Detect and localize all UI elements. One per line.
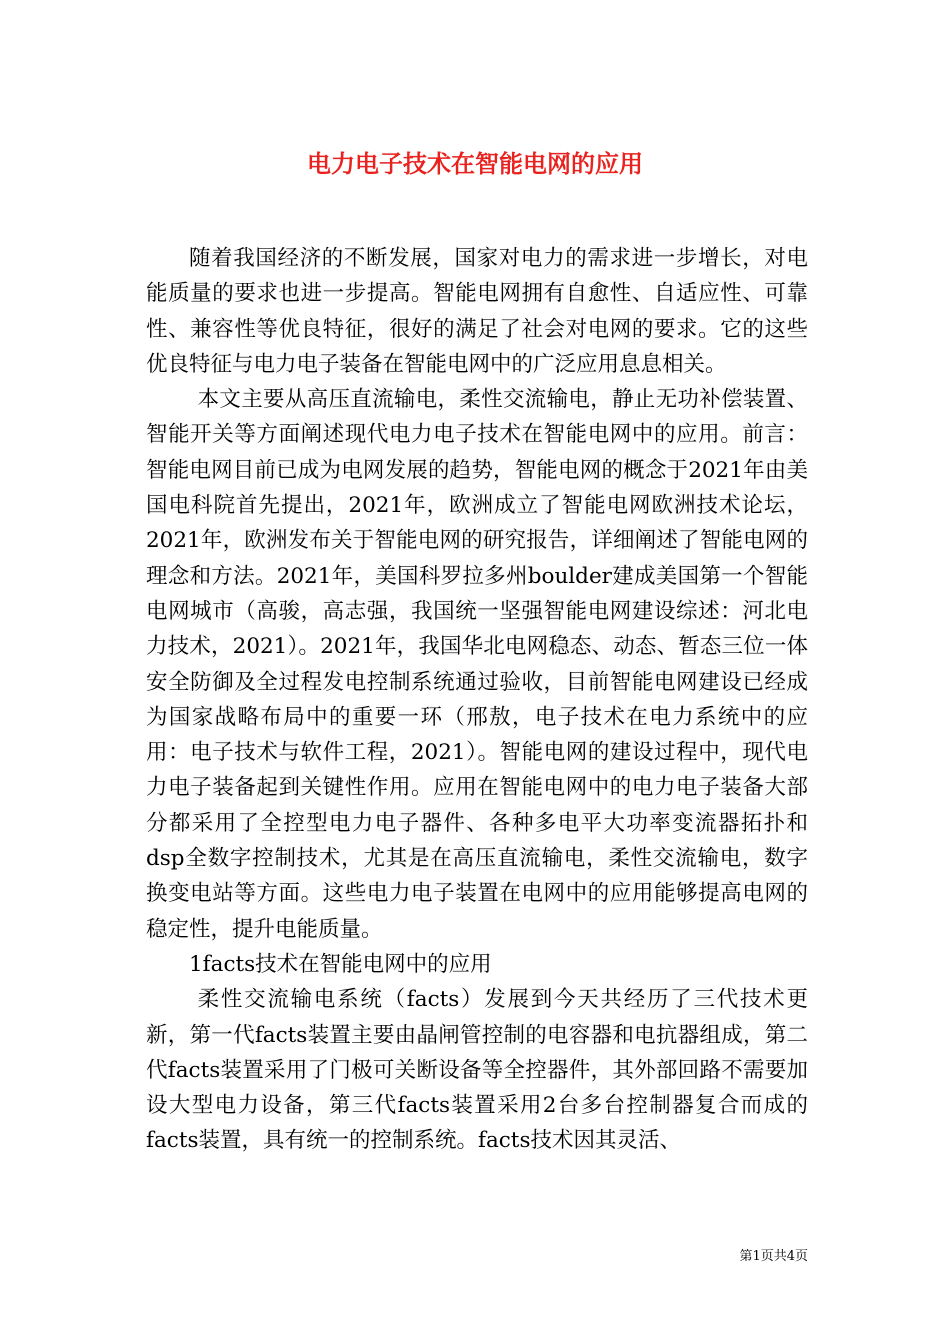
paragraph-intro: 随着我国经济的不断发展，国家对电力的需求进一步增长，对电能质量的要求也进一步提高。智能电网拥有自愈性、自适应性、可靠性、兼容性等优良特征，很好的满足了社会对电网的要求。它的这些优良特征与电力电子装备在智能电网中的广泛应用息息相关。 bbox=[146, 246, 808, 377]
document-body bbox=[146, 241, 808, 1159]
document-title: 电力电子技术在智能电网的应用 bbox=[307, 150, 643, 179]
paragraph-facts: 柔性交流输电系统（facts）发展到今天共经历了三代技术更新，第一代facts装置主要由晶闸管控制的电容器和电抗器组成，第二代facts装置采用了门极可关断设备等全控器件，其外部回路不需要加设大型电力设备，第三代facts装置采用2台多台控制器复合而成的facts装置，具有统一的控制系统。facts技术因其灵活、 bbox=[146, 987, 808, 1154]
page-number: 第1页共4页 bbox=[739, 1249, 808, 1264]
section-heading-facts: 1facts技术在智能电网中的应用 bbox=[189, 951, 492, 977]
paragraph-preface: 本文主要从高压直流输电，柔性交流输电，静止无功补偿装置、智能开关等方面阐述现代电力电子技术在智能电网中的应用。前言：智能电网目前已成为电网发展的趋势，智能电网的概念于2021年由美国电科院首先提出，2021年，欧洲成立了智能电网欧洲技术论坛，2021年，欧洲发布关于智能电网的研究报告，详细阐述了智能电网的理念和方法。2021年，美国科罗拉多州boulder建成美国第一个智能电网城市（高骏，高志强，我国统一坚强智能电网建设综述：河北电力技术，2021）。2021年，我国华北电网稳态、动态、暂态三位一体安全防御及全过程发电控制系统通过验收，目前智能电网建设已经成为国家战略布局中的重要一环（邢敖，电子技术在电力系统中的应用：电子技术与软件工程，2021）。智能电网的建设过程中，现代电力电子装备起到关键性作用。应用在智能电网中的电力电子装备大部分都采用了全控型电力电子器件、各种多电平大功率变流器拓扑和dsp全数字控制技术，尤其是在高压直流输电，柔性交流输电，数字换变电站等方面。这些电力电子装置在电网中的应用能够提高电网的稳定性，提升电能质量。 bbox=[146, 387, 808, 942]
